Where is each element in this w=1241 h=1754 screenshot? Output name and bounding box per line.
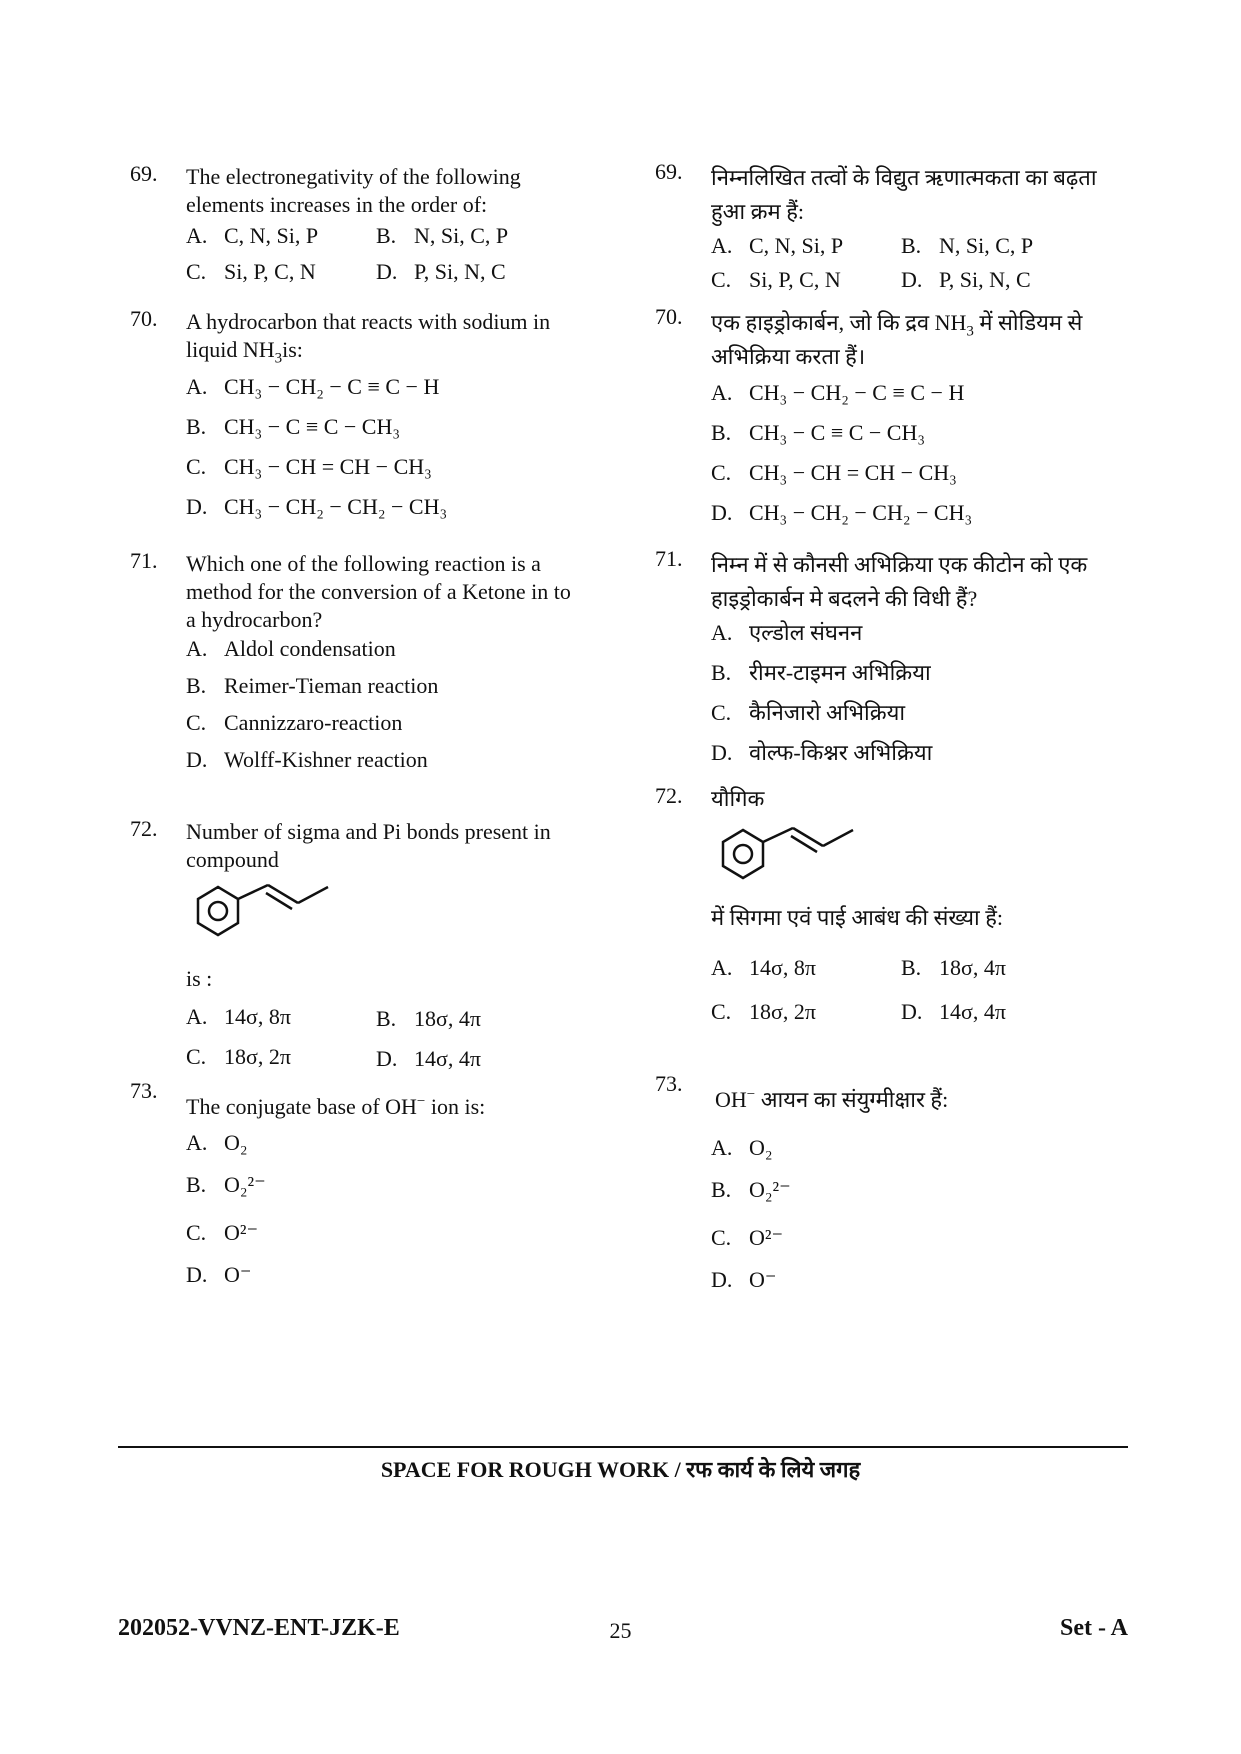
- option-c: C. Si, P, C, N: [186, 259, 316, 284]
- option-b: B. 18σ, 4π: [901, 955, 1006, 980]
- phenylpropene-structure: [711, 820, 871, 894]
- option-b: B. 18σ, 4π: [376, 1006, 481, 1031]
- page-number: 25: [609, 1618, 632, 1643]
- option-a: A. CH₃ − CH₂ − C ≡ C − H: [711, 380, 965, 405]
- question-text: The electronegativity of the following elements increases in the order of:: [186, 164, 521, 217]
- option-c: C. 18σ, 2π: [711, 999, 816, 1024]
- option-d: D. Wolff-Kishner reaction: [186, 747, 428, 772]
- option-d: D. 14σ, 4π: [901, 999, 1006, 1024]
- question-number: 69.: [655, 159, 683, 184]
- phenylpropene-structure: [186, 877, 346, 951]
- question-text: A hydrocarbon that reacts with sodium in liquid $NH_3is$:: [186, 309, 551, 367]
- set-label: Set - A: [1060, 1615, 1128, 1641]
- option-a: A. एल्डोल संघनन: [711, 620, 863, 645]
- option-d: D. वोल्फ-किश्नर अभिक्रिया: [711, 740, 933, 765]
- option-c: C. 18σ, 2π: [186, 1044, 291, 1069]
- option-b: B. O₂²⁻: [711, 1177, 791, 1202]
- question-text: एक हाइड्रोकार्बन, जो कि द्रव $NH_3$ में सोडियम से अभिक्रिया करता हैं।: [711, 310, 1083, 369]
- option-a: A. O₂: [186, 1130, 248, 1155]
- option-d: D. P, Si, N, C: [376, 259, 506, 284]
- question-number: 73.: [130, 1078, 158, 1103]
- question-number: 73.: [655, 1071, 683, 1096]
- option-d: D. CH₃ − CH₂ − CH₂ − CH₃: [711, 500, 973, 525]
- question-text: यौगिक: [711, 786, 765, 811]
- option-a: A. C, N, Si, P: [186, 223, 319, 248]
- question-number: 70.: [130, 306, 158, 331]
- option-a: A. Aldol condensation: [186, 636, 396, 661]
- question-text: निम्नलिखित तत्वों के विद्युत ऋणात्मकता का बढ़ता हुआ क्रम हैं:: [711, 165, 1097, 224]
- option-c: C. O²⁻: [711, 1225, 784, 1250]
- question-number: 72.: [655, 783, 683, 808]
- option-c: C. Si, P, C, N: [711, 267, 841, 292]
- question-number: 71.: [655, 546, 683, 571]
- option-c: C. CH₃ − CH = CH − CH₃: [711, 460, 957, 485]
- option-d: D. 14σ, 4π: [376, 1046, 481, 1071]
- question-number: 71.: [130, 548, 158, 573]
- question-suffix: is :: [186, 966, 213, 991]
- option-b: B. N, Si, C, P: [901, 233, 1034, 258]
- question-text: The conjugate base of OH− ion is:: [186, 1093, 486, 1119]
- option-c: C. Cannizzaro-reaction: [186, 710, 403, 735]
- option-d: D. CH₃ − CH₂ − CH₂ − CH₃: [186, 494, 448, 519]
- option-b: B. O₂²⁻: [186, 1172, 266, 1197]
- rough-work-label: SPACE FOR ROUGH WORK / रफ कार्य के लिये जगह: [380, 1457, 861, 1482]
- option-a: A. 14σ, 8π: [711, 955, 816, 980]
- option-b: B. रीमर-टाइमन अभिक्रिया: [711, 660, 931, 685]
- rough-work-divider: [118, 1446, 1128, 1448]
- option-a: A. C, N, Si, P: [711, 233, 844, 258]
- option-c: C. CH₃ − CH = CH − CH₃: [186, 454, 432, 479]
- option-a: A. O₂: [711, 1135, 773, 1160]
- question-text: Number of sigma and Pi bonds present in compound: [186, 819, 551, 872]
- option-d: D. O⁻: [186, 1262, 252, 1287]
- question-number: 72.: [130, 816, 158, 841]
- option-a: A. 14σ, 8π: [186, 1004, 291, 1029]
- option-b: B. CH₃ − C ≡ C − CH₃: [186, 414, 401, 439]
- option-c: C. O²⁻: [186, 1220, 259, 1245]
- question-number: 69.: [130, 161, 158, 186]
- question-text: Which one of the following reaction is a method for the conversion of a Ketone in to a hydrocarbon?: [186, 551, 571, 632]
- option-b: B. CH₃ − C ≡ C − CH₃: [711, 420, 926, 445]
- question-number: 70.: [655, 304, 683, 329]
- question-text: निम्न में से कौनसी अभिक्रिया एक कीटोन को एक हाइड्रोकार्बन मे बदलने की विधी हैं?: [711, 552, 1088, 611]
- paper-code: 202052-VVNZ-ENT-JZK-E: [118, 1615, 400, 1641]
- option-a: A. CH₃ − CH₂ − C ≡ C − H: [186, 374, 440, 399]
- question-suffix: में सिगमा एवं पाई आबंध की संख्या हैं:: [711, 905, 1004, 930]
- option-d: D. O⁻: [711, 1267, 777, 1292]
- option-b: B. N, Si, C, P: [376, 223, 509, 248]
- option-c: C. कैनिजारो अभिक्रिया: [711, 700, 906, 725]
- question-text: OH− आयन का संयुग्मीक्षार हैं:: [715, 1086, 949, 1112]
- option-b: B. Reimer-Tieman reaction: [186, 673, 439, 698]
- option-d: D. P, Si, N, C: [901, 267, 1031, 292]
